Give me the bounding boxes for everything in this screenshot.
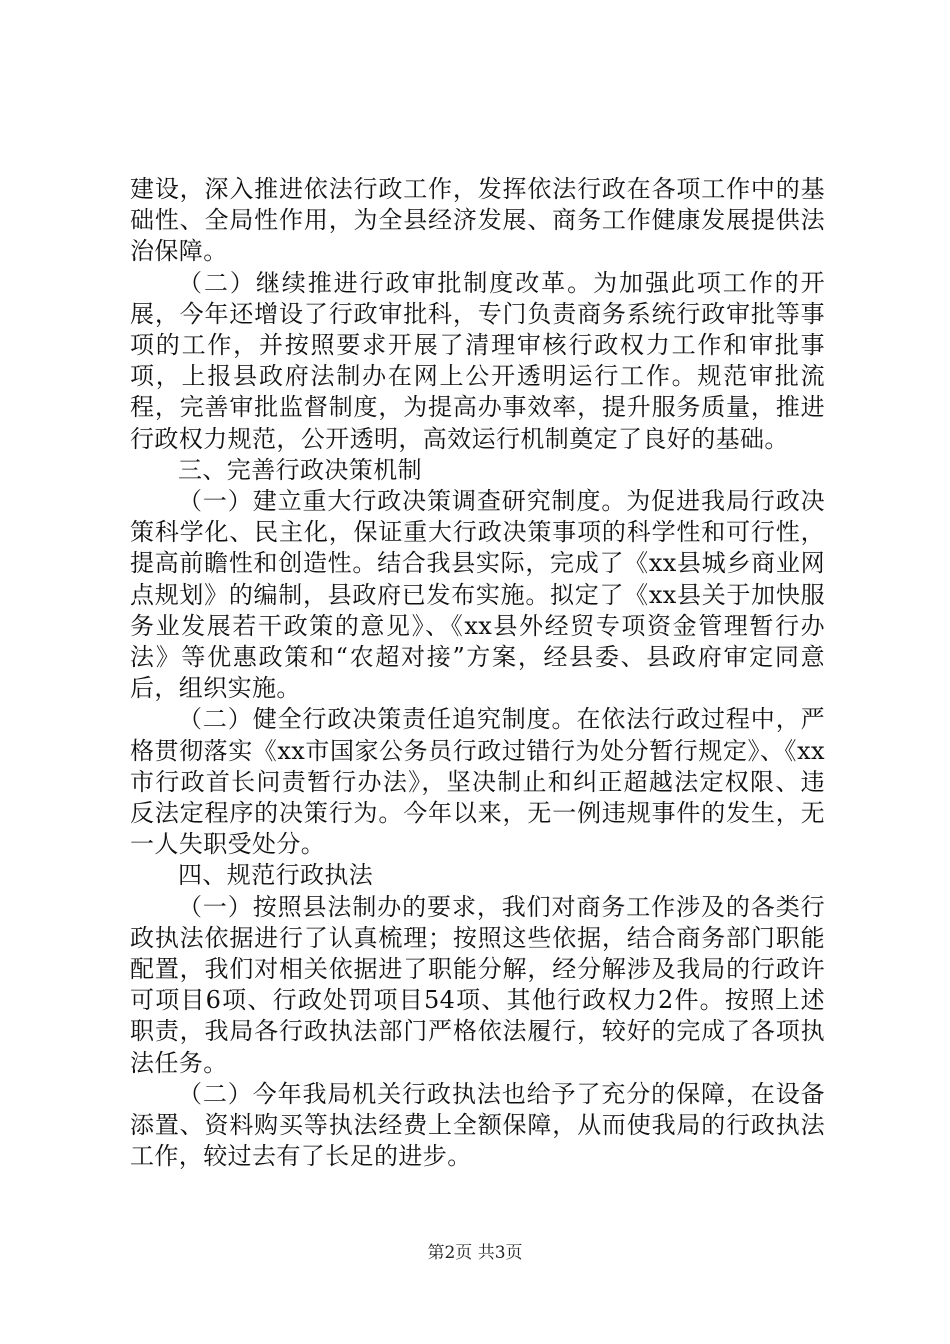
section-heading-decision-mechanism: 三、完善行政决策机制 xyxy=(178,455,422,484)
page-number-footer: 第2页 共3页 xyxy=(427,1243,523,1263)
paragraph-decision-research: （一）建立重大行政决策调查研究制度。为促进我局行政决策科学化、民主化，保证重大行政决策事项的科学性和可行性，提高前瞻性和创造性。结合我县实际，完成了《xx县城乡商业网点规划》的编制，县政府已发布实施。拟定了《xx县关于加快服务业发展若干政策的意见》、《xx县外经贸专项资金管理暂行办法》等优惠政策和“农超对接”方案，经县委、县政府审定同意后，组织实施。 xyxy=(130,487,825,703)
paragraph-approval-reform: （二）继续推进行政审批制度改革。为加强此项工作的开展，今年还增设了行政审批科，专门负责商务系统行政审批等事项的工作，并按照要求开展了清理审核行政权力工作和审批事项，上报县政府法制办在网上公开透明运行工作。规范审批流程，完善审批监督制度，为提高办事效率，提升服务质量，推进行政权力规范，公开透明，高效运行机制奠定了良好的基础。 xyxy=(130,268,825,453)
paragraph-continuation: 建设，深入推进依法行政工作，发挥依法行政在各项工作中的基础性、全局性作用，为全县经济发展、商务工作健康发展提供法治保障。 xyxy=(130,175,825,266)
paragraph-decision-accountability: （二）健全行政决策责任追究制度。在依法行政过程中，严格贯彻落实《xx市国家公务员行政过错行为处分暂行规定》、《xx市行政首长问责暂行办法》，坚决制止和纠正超越法定权限、违反法定程序的决策行为。今年以来，无一例违规事件的发生，无一人失职受处分。 xyxy=(130,705,825,859)
paragraph-enforcement-basis: （一）按照县法制办的要求，我们对商务工作涉及的各类行政执法依据进行了认真梳理；按照这些依据，结合商务部门职能配置，我们对相关依据进了职能分解，经分解涉及我局的行政许可项目6项、行政处罚项目54项、其他行政权力2件。按照上述职责，我局各行政执法部门严格依法履行，较好的完成了各项执法任务。 xyxy=(130,892,825,1077)
document-body xyxy=(130,174,825,1173)
section-heading-law-enforcement: 四、规范行政执法 xyxy=(178,861,374,890)
paragraph-enforcement-funding: （二）今年我局机关行政执法也给予了充分的保障，在设备添置、资料购买等执法经费上全额保障，从而使我局的行政执法工作，较过去有了长足的进步。 xyxy=(130,1079,825,1171)
